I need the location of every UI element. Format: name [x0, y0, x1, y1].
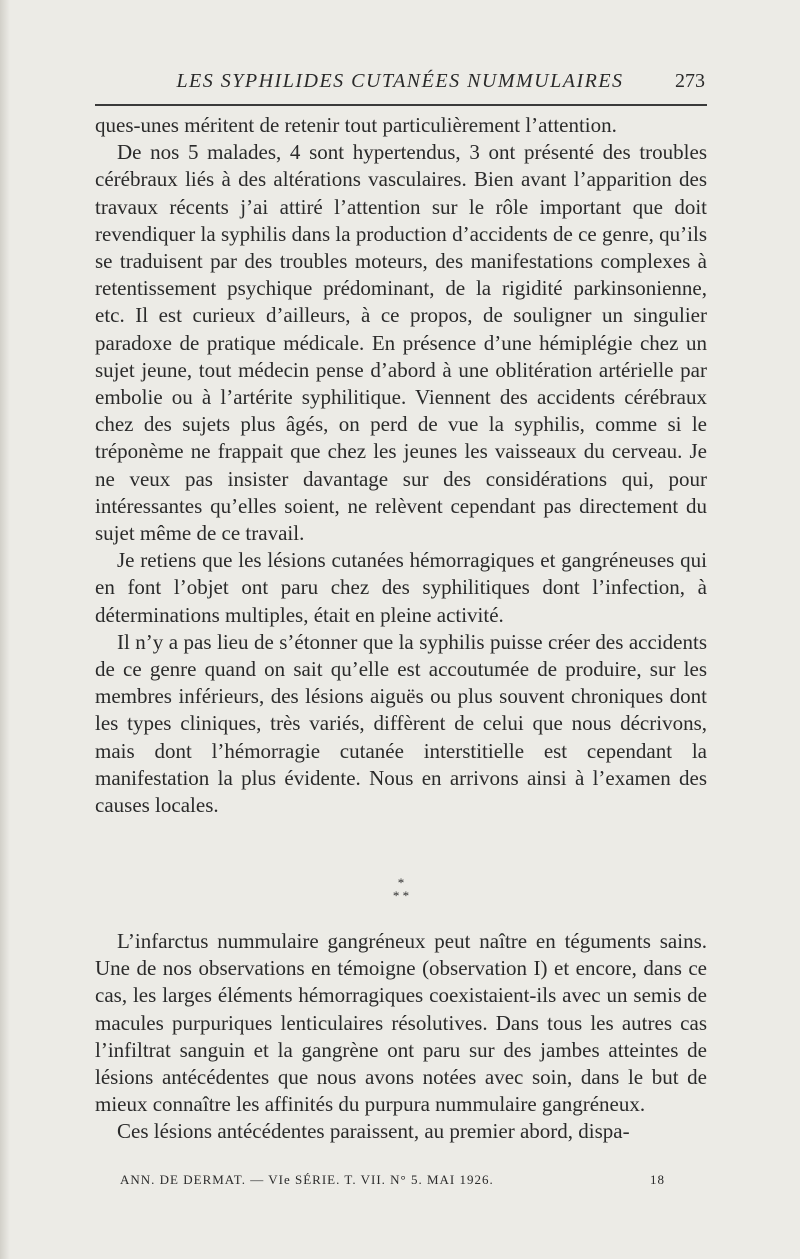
running-title: LES SYPHILIDES CUTANÉES NUMMULAIRES: [176, 70, 624, 92]
body-text-bottom: [95, 928, 707, 1146]
paragraph-continued: ques-unes méritent de retenir tout particulièrement l’attention.: [95, 113, 617, 137]
paragraph: Je retiens que les lésions cutanées hémorragiques et gangréneuses qui en font l’objet ont paru chez des syphilitiques dont l’infection, à déterminations multiples, était en pleine activité.: [95, 548, 707, 627]
page-edge-shadow: [0, 0, 10, 1259]
footer-sheet-number: 18: [650, 1172, 665, 1187]
page-footer: [120, 1172, 665, 1192]
footer-journal-reference: ANN. DE DERMAT. — VIe SÉRIE. T. VII. N° 5. MAI 1926.: [120, 1172, 494, 1187]
page-number: 273: [675, 70, 705, 92]
page-header: [95, 70, 705, 100]
section-asterism: [95, 876, 707, 902]
paragraph: De nos 5 malades, 4 sont hypertendus, 3 ont présenté des troubles cérébraux liés à des altérations vasculaires. Bien avant l’apparition des travaux récents j’ai attiré l’attention sur le rôle important que doit revendiquer la syphilis dans la production d’accidents de ce genre, qu’ils se traduisent par des troubles moteurs, des manifestations complexes à retentissement psychique prédominant, de la rigidité parkinsonienne, etc. Il est curieux d’ailleurs, à ce propos, de souligner un singulier paradoxe de pratique médicale. En présence d’une hémiplégie chez un sujet jeune, tout médecin pense d’abord à une oblitération artérielle par embolie ou à l’artérite syphilitique. Viennent des accidents cérébraux chez des sujets plus âgés, on perd de vue la syphilis, comme si le tréponème ne frappait que chez les jeunes les vaisseaux du cerveau. Je ne veux pas insister davantage sur des considérations qui, pour intéressantes qu’elles soient, ne relèvent cependant pas directement du sujet même de ce travail.: [95, 140, 707, 546]
paragraph: Il n’y a pas lieu de s’étonner que la syphilis puisse créer des accidents de ce genre quand on sait qu’elle est accoutumée de produire, sur les membres inférieurs, des lésions aiguës ou plus souvent chroniques dont les types cliniques, très variés, diffèrent de celui que nous décrivons, mais dont l’hémorragie cutanée interstitielle est cependant la manifestation la plus évidente. Nous en arrivons ainsi à l’examen des causes locales.: [95, 629, 707, 818]
paragraph: Ces lésions antécédentes paraissent, au premier abord, dispa-: [117, 1119, 630, 1144]
paragraph: L’infarctus nummulaire gangréneux peut naître en téguments sains. Une de nos observations en témoigne (observation I) et encore, dans ce cas, les larges éléments hémorragiques coexistaient-ils avec un semis de macules purpuriques lenticulaires résolutives. Dans tous les autres cas l’infiltrat sanguin et la gangrène ont paru sur des jambes atteintes de lésions antécédentes que nous avons notées avec soin, dans le but de mieux connaître les affinités du purpura nummulaire gangréneux.: [95, 929, 707, 1117]
asterism-bottom: * *: [392, 888, 410, 903]
header-rule: [95, 104, 707, 106]
asterism-top: *: [397, 875, 405, 890]
body-text-top: [95, 112, 707, 819]
